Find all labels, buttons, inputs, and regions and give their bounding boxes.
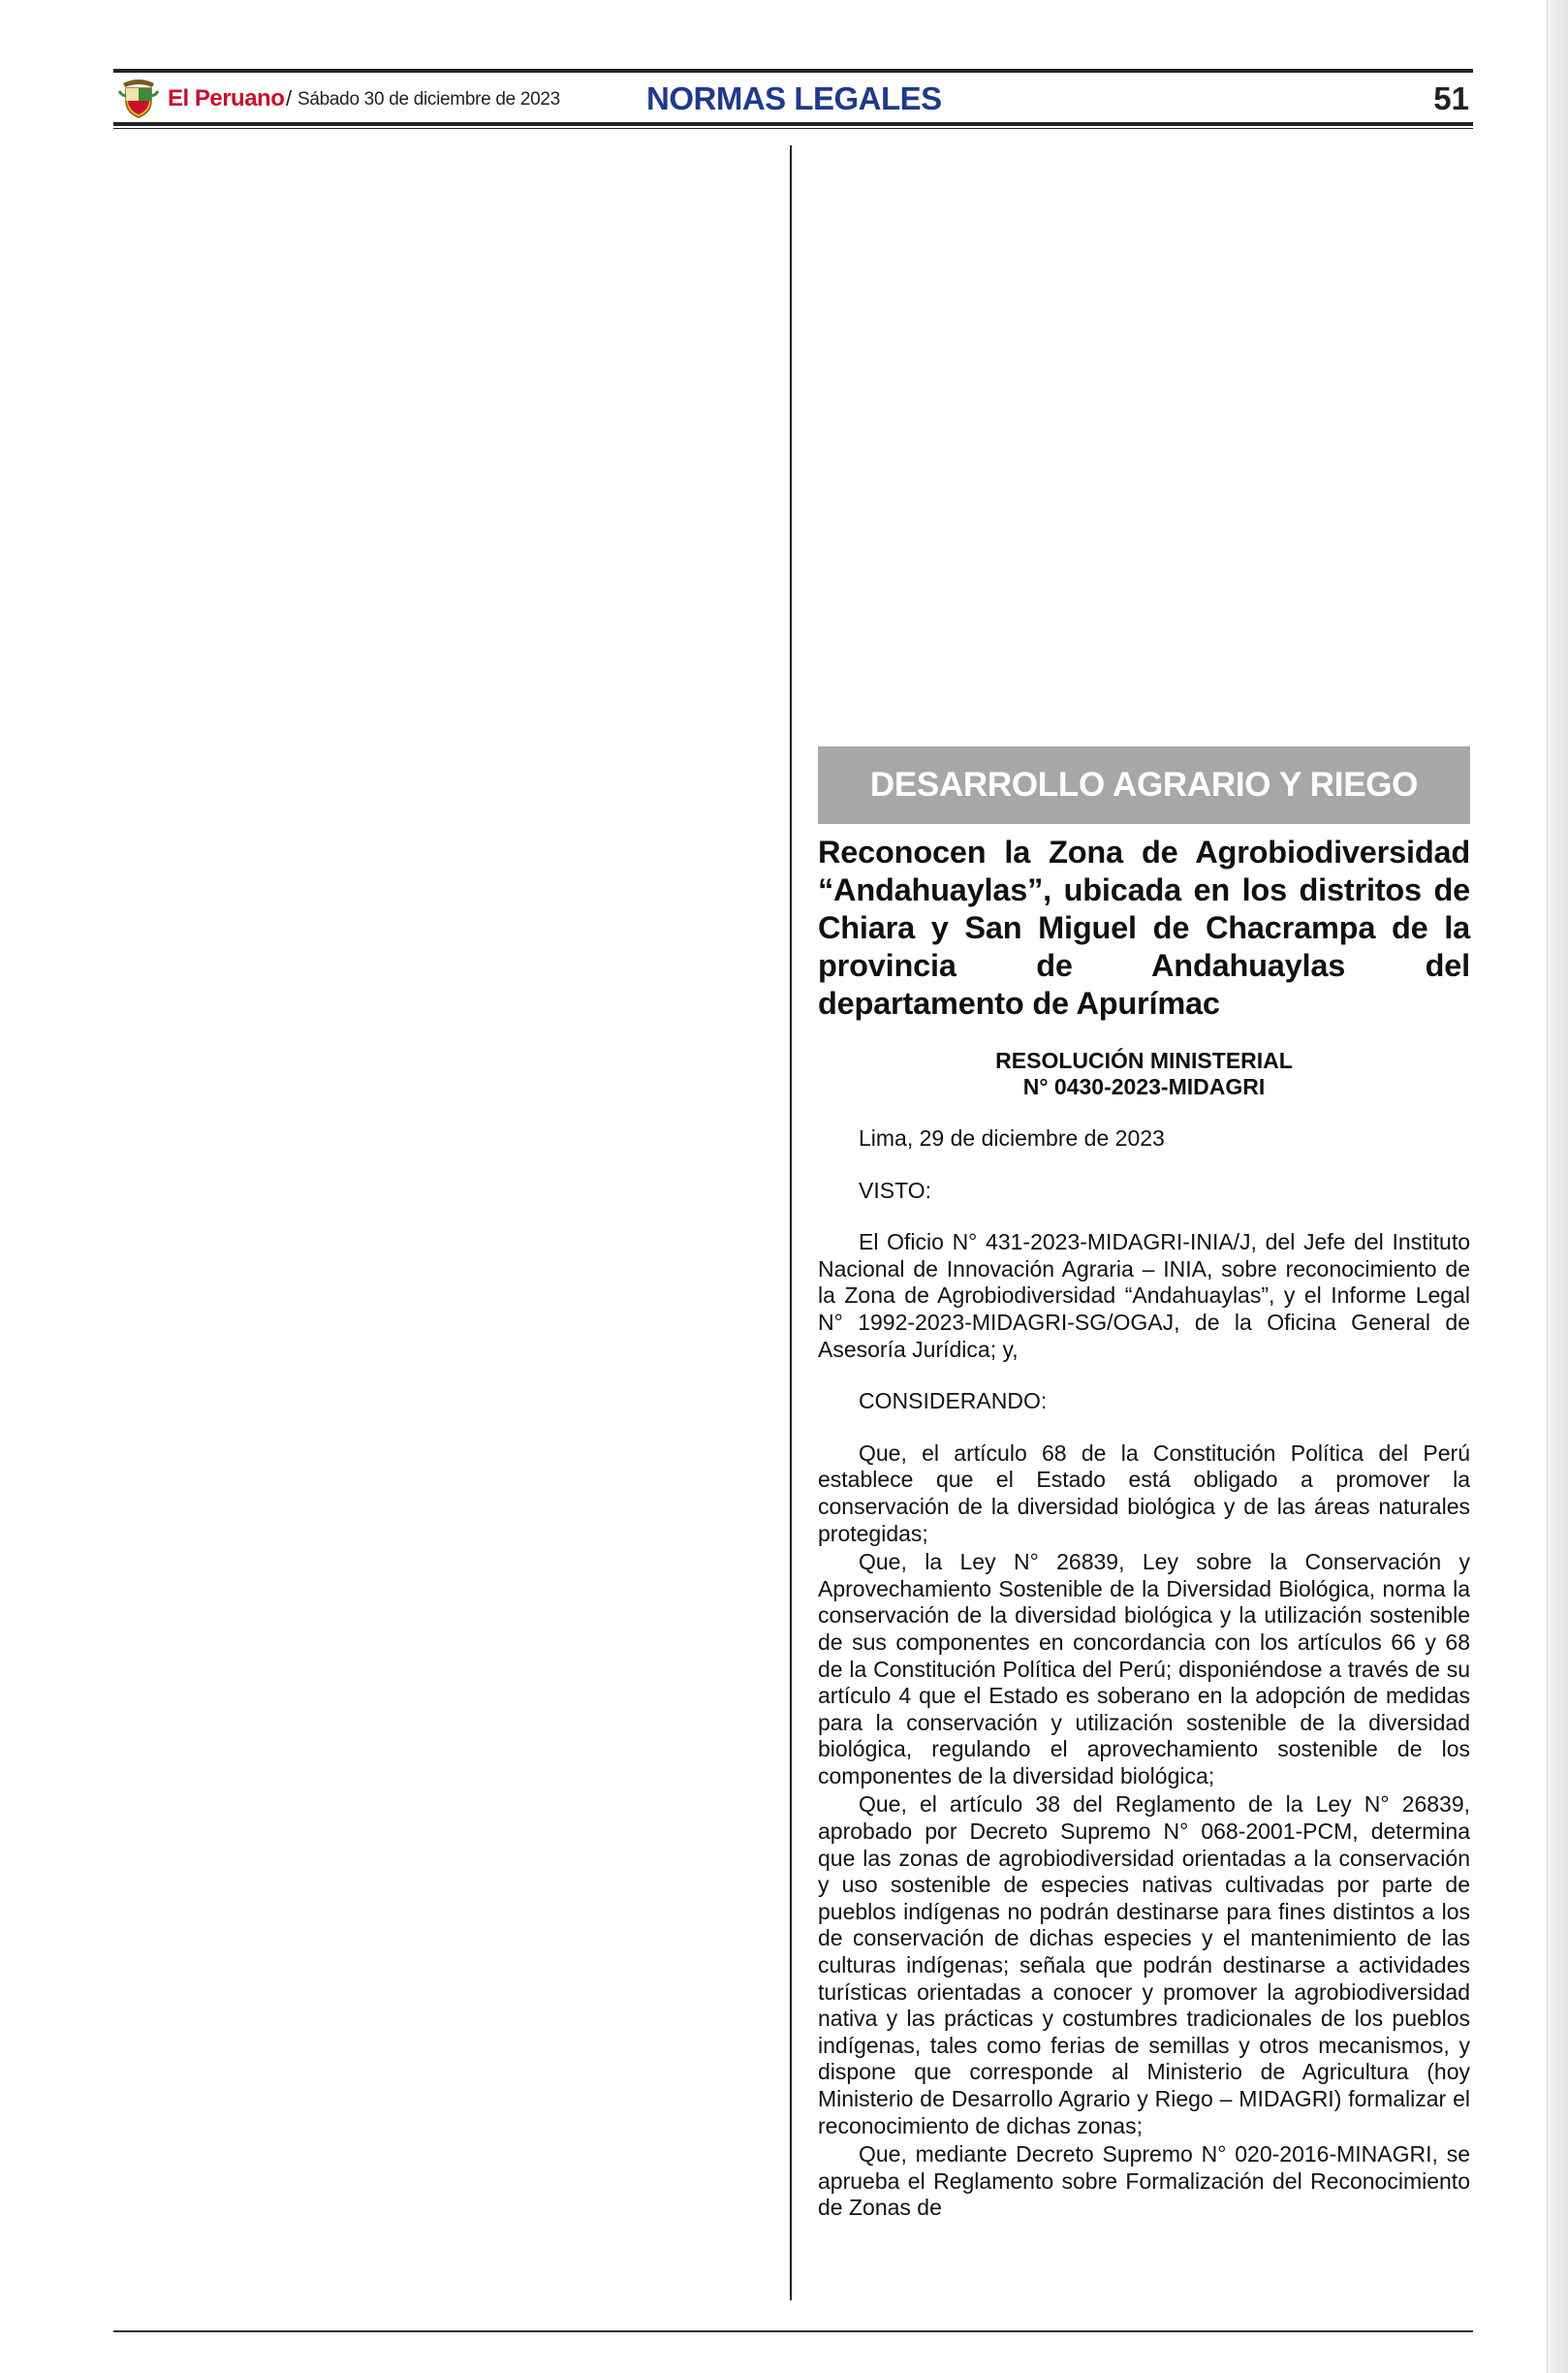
page-number: 51 (1433, 80, 1469, 116)
considerando-paragraph: Que, el artículo 68 de la Constitución Política del Perú establece que el Estado está obligado a promover la conservación de la diversidad biológica y de las áreas naturales protegidas; (818, 1440, 1470, 1546)
section-band (818, 746, 1470, 824)
considerando-paragraph: Que, la Ley N° 26839, Ley sobre la Conservación y Aprovechamiento Sostenible de la Diversidad Biológica, norma la conservación de la diversidad biológica y la utilización sostenible de sus componentes en concordancia con los artículos 66 y 68 de la Constitución Política del Perú; disponiéndose a través de su artículo 4 que el Estado es soberano en la adopción de medidas para la conservación y utilización sostenible de la diversidad biológica, regulando el aprovechamiento sostenible de los componentes de la diversidad biológica; (818, 1549, 1470, 1788)
footer-rule (113, 2330, 1473, 2332)
resolution-number: N° 0430-2023-MIDAGRI (1022, 1074, 1266, 1099)
considerando-paragraph: Que, el artículo 38 del Reglamento de la Ley N° 26839, aprobado por Decreto Supremo N° 068-2001-PCM, determina que las zonas de agrobiodiversidad orientadas a la conservación y uso sostenible de especies nativas cultivadas por parte de pueblos indígenas no podrán destinarse para fines distintos a los de conservación de dichas especies y el mantenimiento de las culturas indígenas; señala que podrán destinarse a actividades turísticas orientadas a conocer y promover la agrobiodiversidad nativa y las prácticas y costumbres tradicionales de los pueblos indígenas, tales como ferias de semillas y otros mecanismos, y dispone que corresponde al Ministerio de Agricultura (hoy Ministerio de Desarrollo Agrario y Riego – MIDAGRI) formalizar el reconocimiento de dichas zonas; (818, 1791, 1470, 2138)
coat-of-arms-icon (117, 78, 160, 120)
article-headline: Reconocen la Zona de Agrobiodiversidad “Andahuaylas”, ubicada en los distritos de Chiara y San Miguel de Chacrampa de la provincia de Andahuaylas del departamento de Apurímac (818, 835, 1470, 1021)
resolution-type: RESOLUCIÓN MINISTERIAL (995, 1048, 1293, 1073)
visto-text: El Oficio N° 431-2023-MIDAGRI-INIA/J, del Jefe del Instituto Nacional de Innovación Agraria – INIA, sobre reconocimiento de la Zona de Agrobiodiversidad “Andahuaylas”, y el Informe Legal N° 1992-2023-MIDAGRI-SG/OGAJ, de la Oficina General de Asesoría Jurídica; y, (818, 1229, 1470, 1362)
section-name: NORMAS LEGALES (646, 80, 942, 116)
column-divider (790, 145, 792, 2300)
header-bottom-rule (113, 122, 1473, 126)
place-date: Lima, 29 de diciembre de 2023 (859, 1125, 1165, 1151)
header-top-rule (113, 69, 1473, 73)
issue-date: Sábado 30 de diciembre de 2023 (298, 89, 560, 110)
visto-label: VISTO: (859, 1177, 931, 1203)
considerando-label: CONSIDERANDO: (859, 1388, 1048, 1414)
header-bottom-thin-rule (113, 128, 1473, 129)
right-column (818, 746, 1470, 2222)
page-edge (1547, 0, 1568, 2373)
resolution-title (818, 1048, 1470, 1100)
masthead-separator: / (286, 86, 293, 111)
section-band-label: DESARROLLO AGRARIO Y RIEGO (869, 766, 1419, 804)
masthead (113, 76, 1473, 120)
brand-name: El Peruano (168, 85, 285, 111)
considerando-paragraph: Que, mediante Decreto Supremo N° 020-2016-MINAGRI, se aprueba el Reglamento sobre Formalización del Reconocimiento de Zonas de (818, 2141, 1470, 2221)
